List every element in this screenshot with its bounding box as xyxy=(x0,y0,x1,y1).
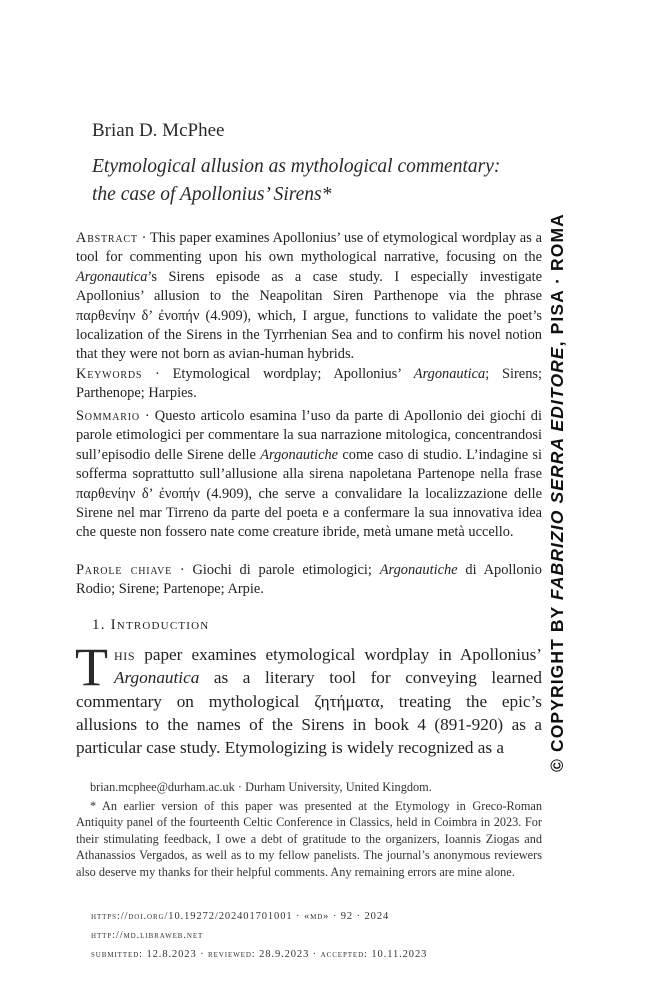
intro-smallcaps: his xyxy=(114,645,136,664)
sommario-label: Sommario xyxy=(76,408,140,424)
keywords-text-2: ; Sirens; Parthenope; Harpies. xyxy=(76,366,542,402)
copyright-sidebar xyxy=(547,213,568,772)
sommario-italic: Argonautiche xyxy=(260,446,339,463)
author-name: Brian D. McPhee xyxy=(92,120,225,141)
intro-text-2: as a literary tool for conveying learned commentary on mythological ζητήματα, treating the epic’s allusions to the names of the Sirens in book 4 (891-920) as a particular case study. Etymologizing is widely recognized as a xyxy=(76,668,542,758)
parole-chiave-text-1: Giochi di parole etimologici; xyxy=(192,562,380,578)
abstract-text-1: This paper examines Apollonius’ use of etymological wordplay as a tool for commenting upon his own mythological narrative, focusing on the xyxy=(76,230,542,266)
intro-italic: Argonautica xyxy=(114,668,200,688)
title-line-1: Etymological allusion as mythological commentary: xyxy=(92,156,501,177)
abstract-paragraph: Abstract · This paper examines Apollonius’ use of etymological wordplay as a tool for commenting upon his own mythological narrative, focusing on the Argonautica’s Sirens episode as a case study. I especially investigate Apollonius’ allusion to the Neapolitan Siren Parthenope via the phrase παρθενίην δ’ ἐνοπήν (4.909), which, I argue, functions to validate the poet’s localization of the Sirens in the Tyrrhenian Sea and to confirm his novel notion that they were not born as avian-human hybrids. xyxy=(76,230,542,363)
parole-chiave-text-2: di Apollonio Rodio; Sirene; Partenope; Arpie. xyxy=(76,562,542,598)
copyright-suffix: , PISA · ROMA xyxy=(547,213,567,347)
copyright-publisher: FABRIZIO SERRA EDITORE xyxy=(547,346,567,600)
web-link[interactable]: http://md.libraweb.net xyxy=(91,930,204,941)
doi-link[interactable]: https://doi.org/10.19272/202401701001 · «md» · 92 · 2024 xyxy=(91,911,390,922)
parole-chiave-label: Parole chiave xyxy=(76,562,173,578)
article-title xyxy=(92,153,500,209)
sommario-text-2: come caso di studio. L’indagine si sofferma soprattutto sull’allusione alla sirena napoletana Partenope nella frase παρθενίην δ’ ἐνοπήν (4.909), che serve a convalidare la localizzazione delle Sirene nel mar Tirreno da parte del poeta e a confermare la sua innovativa idea che queste non fossero nate come creature ibride, metà umane metà uccello. xyxy=(76,446,542,541)
footnote-acknowledgement: * An earlier version of this paper was presented at the Etymology in Greco-Roman Antiquity panel of the fourteenth Celtic Conference in Classics, held in Coimbra in 2023. For their stimulating feedback, I owe a debt of gratitude to the organizers, Ioannis Ziogas and Athanassios Vergados, as well as to my fellow panelists. The journal’s anonymous reviewers also deserve my thanks for their helpful comments. Any remaining errors are mine alone. xyxy=(76,798,542,879)
copyright-prefix: © COPYRIGHT BY xyxy=(547,599,567,772)
footnote-affiliation: brian.mcphee@durham.ac.uk · Durham University, United Kingdom. xyxy=(90,780,432,794)
parole-chiave-paragraph: Parole chiave · Giochi di parole etimologici; Argonautiche di Apollonio Rodio; Sirene; Partenope; Arpie. xyxy=(76,562,542,598)
publication-metadata xyxy=(91,907,427,964)
introduction-body xyxy=(75,637,542,759)
drop-cap: T xyxy=(75,637,108,697)
keywords-paragraph: Keywords · Etymological wordplay; Apollonius’ Argonautica; Sirens; Parthenope; Harpies. xyxy=(76,366,542,402)
title-line-2: the case of Apollonius’ Sirens* xyxy=(92,184,332,205)
intro-text-1: paper examines etymological wordplay in Apollonius’ xyxy=(135,645,542,664)
sommario-text-1: Questo articolo esamina l’uso da parte di Apollonio dei giochi di parole etimologici per commentare la sua narrazione mitologica, concentrandosi sull’episodio delle Sirene delle xyxy=(76,408,542,463)
abstract-italic: Argonautica xyxy=(76,268,148,285)
parole-chiave-italic: Argonautiche xyxy=(379,562,458,578)
abstract-label: Abstract xyxy=(76,230,138,246)
review-dates: submitted: 12.8.2023 · reviewed: 28.9.2023 · accepted: 10.11.2023 xyxy=(91,949,428,960)
keywords-text-1: Etymological wordplay; Apollonius’ xyxy=(172,366,414,382)
abstract-text-2: ’s Sirens episode as a case study. I especially investigate Apollonius’ allusion to the Neapolitan Siren Parthenope via the phrase παρθενίην δ’ ἐνοπήν (4.909), which, I argue, functions to validate the poet’s localization of the Sirens in the Tyrrhenian Sea and to confirm his novel notion that they were not born as avian-human hybrids. xyxy=(76,268,542,363)
sommario-paragraph: Sommario · Questo articolo esamina l’uso da parte di Apollonio dei giochi di parole etimologici per commentare la sua narrazione mitologica, concentrandosi sull’episodio delle Sirene delle Argonautiche come caso di studio. L’indagine si sofferma soprattutto sull’allusione alla sirena napoletana Partenope nella frase παρθενίην δ’ ἐνοπήν (4.909), che serve a convalidare la localizzazione delle Sirene nel mar Tirreno da parte del poeta e a confermare la sua innovativa idea che queste non fossero nate come creature ibride, metà umane metà uccello. xyxy=(76,408,542,541)
keywords-italic: Argonautica xyxy=(413,366,486,382)
section-heading: 1. Introduction xyxy=(92,617,210,633)
keywords-label: Keywords xyxy=(76,366,143,382)
footnotes xyxy=(76,779,542,881)
